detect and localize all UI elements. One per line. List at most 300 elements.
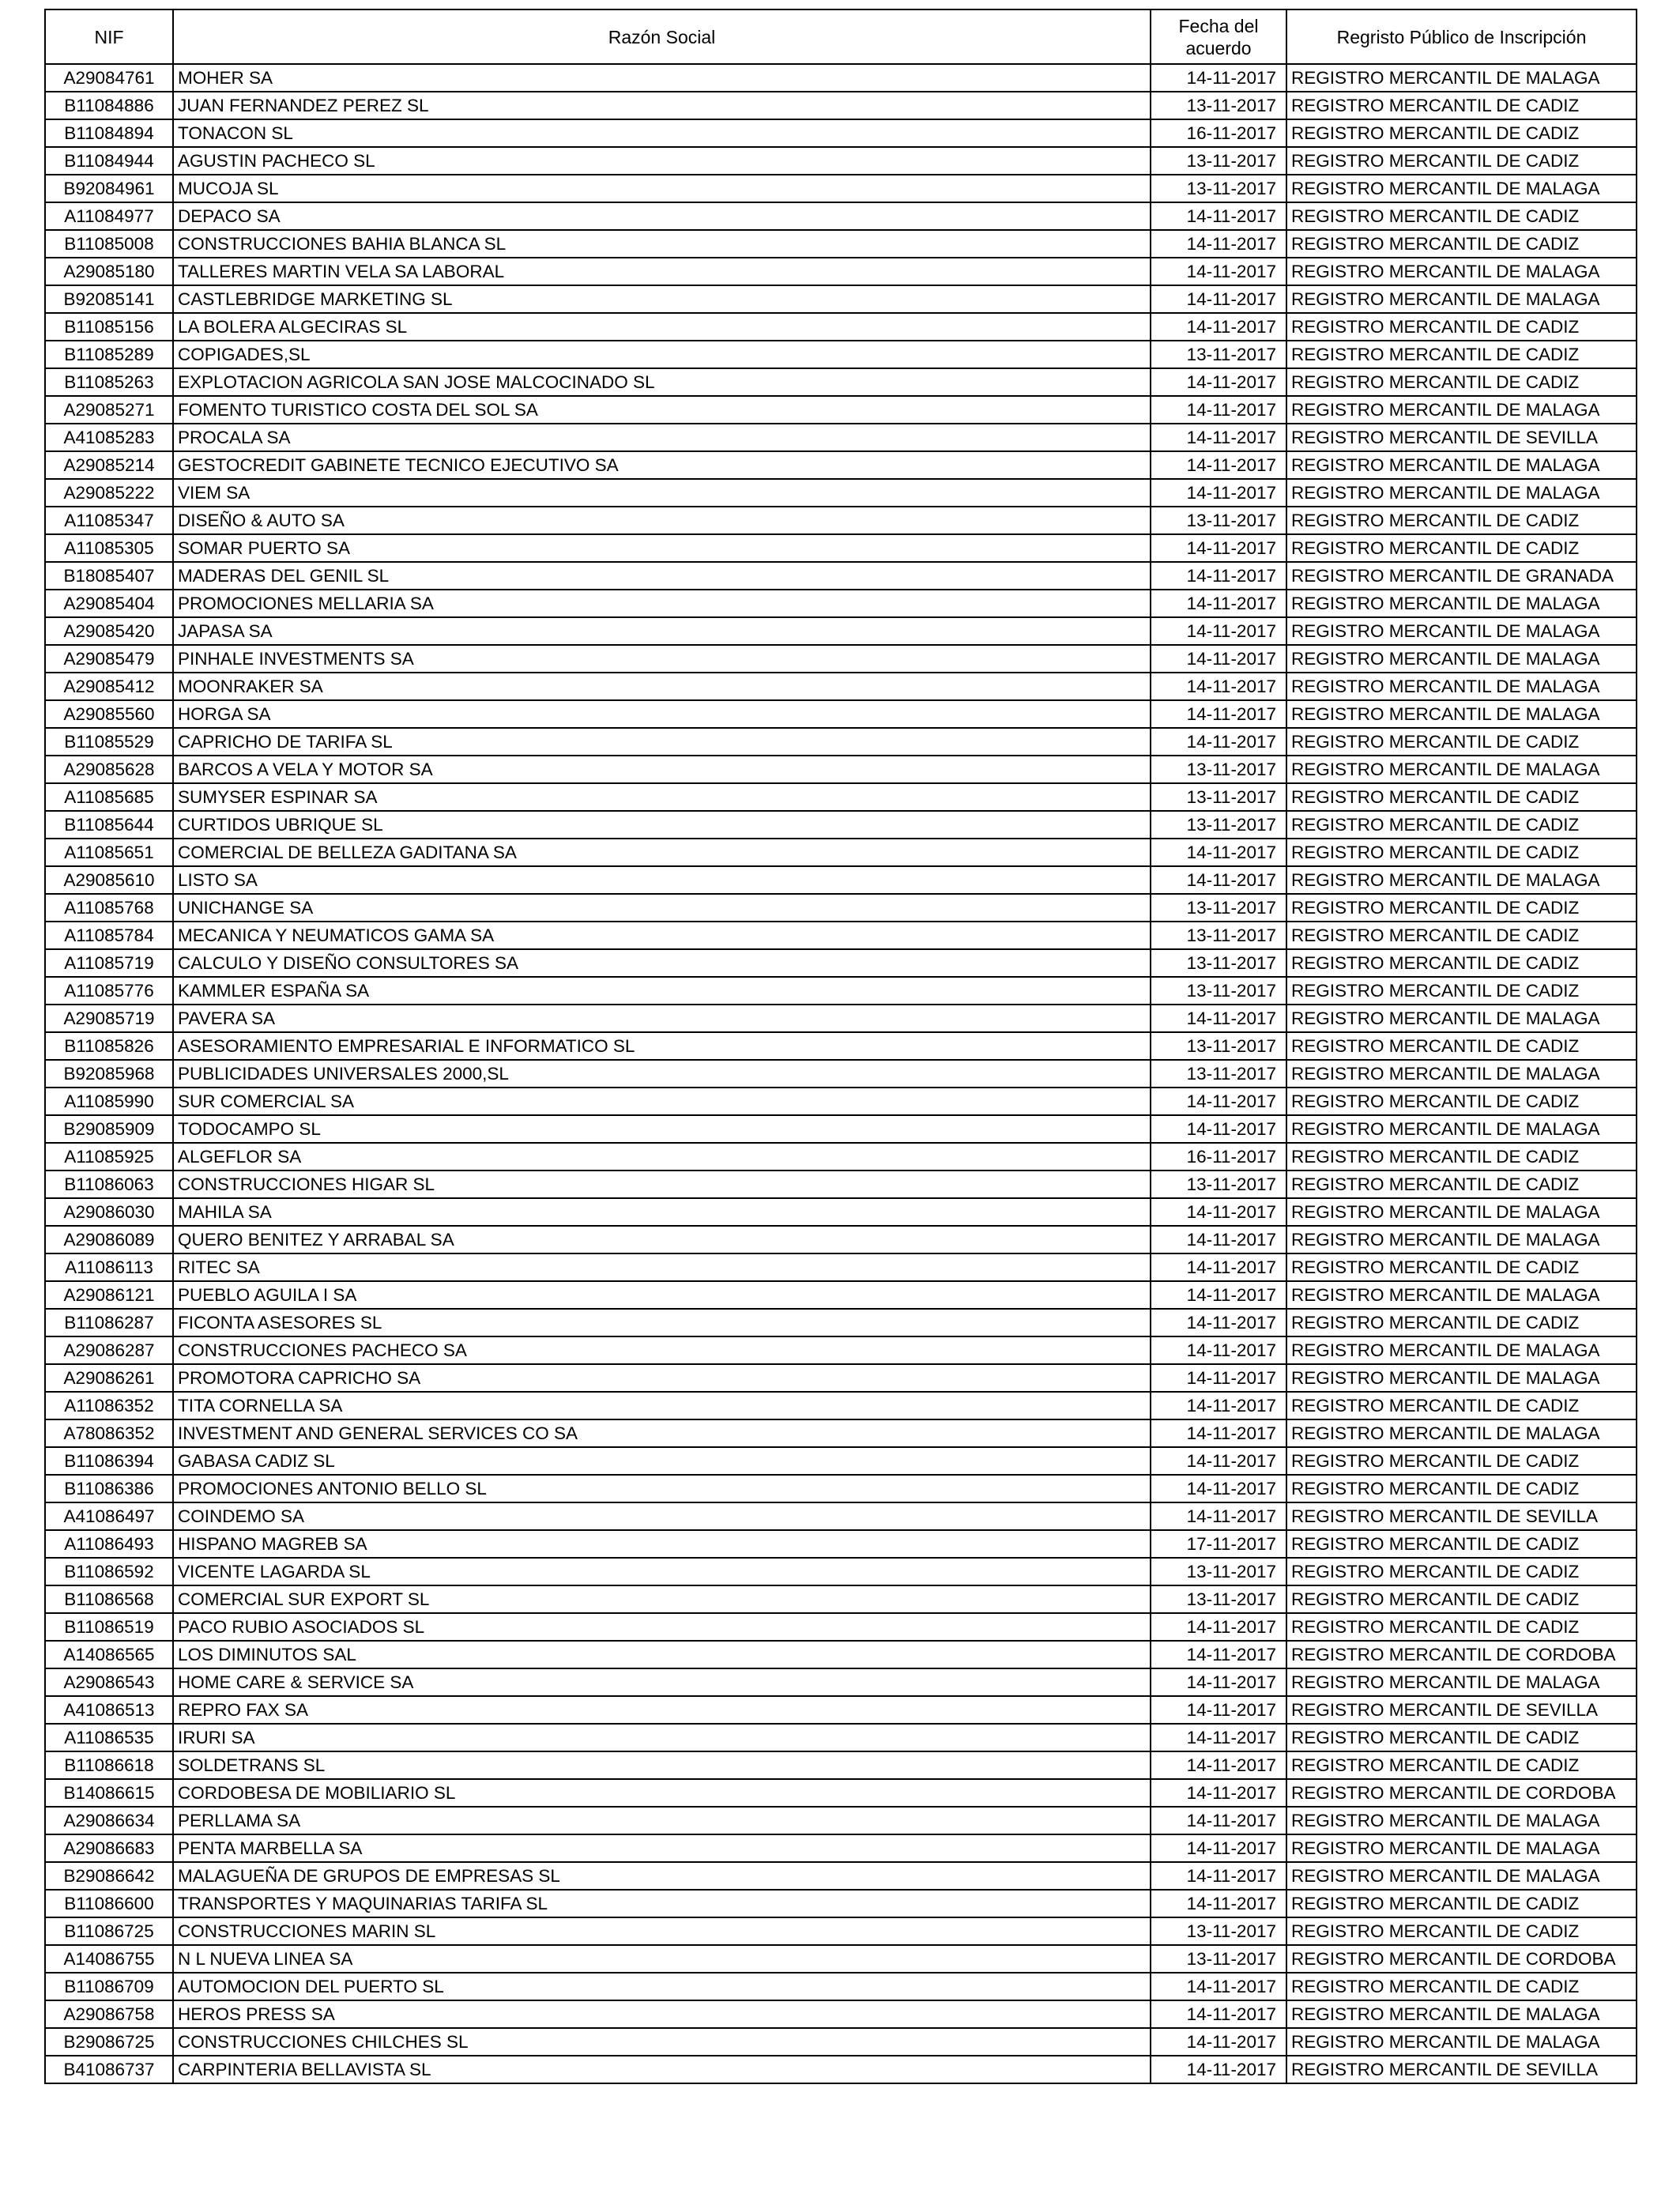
cell-registro: REGISTRO MERCANTIL DE MALAGA [1286,64,1637,92]
cell-fecha: 13-11-2017 [1151,756,1286,783]
cell-nif: B11085529 [45,728,173,756]
cell-registro: REGISTRO MERCANTIL DE CADIZ [1286,341,1637,368]
table-row [45,645,1637,673]
cell-registro: REGISTRO MERCANTIL DE CADIZ [1286,1613,1637,1641]
cell-fecha: 14-11-2017 [1151,1115,1286,1143]
table-row [45,1807,1637,1834]
cell-razon-social: KAMMLER ESPAÑA SA [173,977,1151,1005]
cell-razon-social: COMERCIAL DE BELLEZA GADITANA SA [173,839,1151,866]
cell-registro: REGISTRO MERCANTIL DE MALAGA [1286,617,1637,645]
cell-nif: B11085826 [45,1032,173,1060]
cell-fecha: 14-11-2017 [1151,424,1286,451]
cell-razon-social: PROMOCIONES MELLARIA SA [173,590,1151,617]
table-row [45,1060,1637,1088]
cell-razon-social: TODOCAMPO SL [173,1115,1151,1143]
cell-razon-social: PUEBLO AGUILA I SA [173,1281,1151,1309]
cell-registro: REGISTRO MERCANTIL DE CADIZ [1286,507,1637,534]
cell-razon-social: PERLLAMA SA [173,1807,1151,1834]
table-header [45,9,1637,64]
cell-registro: REGISTRO MERCANTIL DE CADIZ [1286,1171,1637,1198]
cell-registro: REGISTRO MERCANTIL DE MALAGA [1286,2000,1637,2028]
cell-fecha: 14-11-2017 [1151,562,1286,590]
table-row [45,1005,1637,1032]
cell-registro: REGISTRO MERCANTIL DE CADIZ [1286,839,1637,866]
table-row [45,285,1637,313]
cell-nif: B18085407 [45,562,173,590]
cell-nif: A11086535 [45,1724,173,1751]
cell-fecha: 14-11-2017 [1151,1779,1286,1807]
cell-nif: A11085685 [45,783,173,811]
cell-razon-social: ALGEFLOR SA [173,1143,1151,1171]
cell-nif: A41085283 [45,424,173,451]
cell-registro: REGISTRO MERCANTIL DE CADIZ [1286,1447,1637,1475]
cell-razon-social: ASESORAMIENTO EMPRESARIAL E INFORMATICO SL [173,1032,1151,1060]
cell-registro: REGISTRO MERCANTIL DE MALAGA [1286,1419,1637,1447]
cell-razon-social: CURTIDOS UBRIQUE SL [173,811,1151,839]
cell-fecha: 14-11-2017 [1151,534,1286,562]
table-row [45,1392,1637,1419]
table-row [45,1641,1637,1668]
table-row [45,1530,1637,1558]
cell-nif: A29086121 [45,1281,173,1309]
cell-nif: A29086030 [45,1198,173,1226]
cell-fecha: 14-11-2017 [1151,1862,1286,1890]
cell-razon-social: CONSTRUCCIONES BAHIA BLANCA SL [173,230,1151,258]
cell-fecha: 14-11-2017 [1151,700,1286,728]
cell-fecha: 14-11-2017 [1151,2056,1286,2083]
cell-registro: REGISTRO MERCANTIL DE CADIZ [1286,202,1637,230]
table-row [45,1945,1637,1973]
cell-razon-social: CONSTRUCCIONES MARIN SL [173,1917,1151,1945]
cell-razon-social: PACO RUBIO ASOCIADOS SL [173,1613,1151,1641]
table-row [45,1447,1637,1475]
cell-razon-social: TRANSPORTES Y MAQUINARIAS TARIFA SL [173,1890,1151,1917]
cell-razon-social: HEROS PRESS SA [173,2000,1151,2028]
table-row [45,1696,1637,1724]
cell-fecha: 13-11-2017 [1151,1558,1286,1585]
cell-fecha: 14-11-2017 [1151,590,1286,617]
table-row [45,534,1637,562]
cell-razon-social: CORDOBESA DE MOBILIARIO SL [173,1779,1151,1807]
cell-nif: A11085719 [45,949,173,977]
cell-registro: REGISTRO MERCANTIL DE CADIZ [1286,783,1637,811]
cell-razon-social: LOS DIMINUTOS SAL [173,1641,1151,1668]
cell-nif: A11085347 [45,507,173,534]
cell-fecha: 13-11-2017 [1151,894,1286,922]
cell-nif: B11086519 [45,1613,173,1641]
cell-fecha: 14-11-2017 [1151,1336,1286,1364]
table-row [45,64,1637,92]
cell-nif: B11086592 [45,1558,173,1585]
cell-razon-social: SOLDETRANS SL [173,1751,1151,1779]
table-row [45,617,1637,645]
cell-registro: REGISTRO MERCANTIL DE MALAGA [1286,1834,1637,1862]
table-row [45,1724,1637,1751]
cell-registro: REGISTRO MERCANTIL DE SEVILLA [1286,1502,1637,1530]
table-row [45,1226,1637,1253]
cell-nif: A11085776 [45,977,173,1005]
cell-registro: REGISTRO MERCANTIL DE CADIZ [1286,1309,1637,1336]
cell-razon-social: HOME CARE & SERVICE SA [173,1668,1151,1696]
cell-fecha: 14-11-2017 [1151,1475,1286,1502]
cell-fecha: 13-11-2017 [1151,977,1286,1005]
cell-nif: A29086758 [45,2000,173,2028]
table-row [45,1115,1637,1143]
cell-registro: REGISTRO MERCANTIL DE CADIZ [1286,1032,1637,1060]
cell-razon-social: AGUSTIN PACHECO SL [173,147,1151,175]
cell-fecha: 14-11-2017 [1151,866,1286,894]
cell-registro: REGISTRO MERCANTIL DE MALAGA [1286,285,1637,313]
cell-razon-social: COPIGADES,SL [173,341,1151,368]
cell-registro: REGISTRO MERCANTIL DE MALAGA [1286,1005,1637,1032]
table-row [45,2056,1637,2083]
table-row [45,811,1637,839]
cell-nif: A11086352 [45,1392,173,1419]
cell-registro: REGISTRO MERCANTIL DE CORDOBA [1286,1641,1637,1668]
table-row [45,562,1637,590]
cell-fecha: 14-11-2017 [1151,451,1286,479]
cell-razon-social: MOONRAKER SA [173,673,1151,700]
table-body [45,64,1637,2083]
cell-registro: REGISTRO MERCANTIL DE MALAGA [1286,1364,1637,1392]
table-row [45,230,1637,258]
cell-registro: REGISTRO MERCANTIL DE MALAGA [1286,2028,1637,2056]
cell-registro: REGISTRO MERCANTIL DE MALAGA [1286,673,1637,700]
cell-nif: A29085610 [45,866,173,894]
cell-fecha: 13-11-2017 [1151,507,1286,534]
cell-nif: B11084894 [45,119,173,147]
cell-razon-social: DISEÑO & AUTO SA [173,507,1151,534]
cell-registro: REGISTRO MERCANTIL DE CADIZ [1286,1530,1637,1558]
cell-fecha: 14-11-2017 [1151,1088,1286,1115]
table-row [45,1198,1637,1226]
cell-fecha: 14-11-2017 [1151,1281,1286,1309]
cell-razon-social: IRURI SA [173,1724,1151,1751]
cell-razon-social: SUR COMERCIAL SA [173,1088,1151,1115]
cell-razon-social: PINHALE INVESTMENTS SA [173,645,1151,673]
cell-razon-social: MALAGUEÑA DE GRUPOS DE EMPRESAS SL [173,1862,1151,1890]
cell-fecha: 14-11-2017 [1151,1253,1286,1281]
cell-registro: REGISTRO MERCANTIL DE MALAGA [1286,1336,1637,1364]
cell-nif: A11085990 [45,1088,173,1115]
cell-registro: REGISTRO MERCANTIL DE CADIZ [1286,147,1637,175]
cell-nif: B11086618 [45,1751,173,1779]
cell-registro: REGISTRO MERCANTIL DE MALAGA [1286,1226,1637,1253]
cell-registro: REGISTRO MERCANTIL DE MALAGA [1286,1281,1637,1309]
table-row [45,1088,1637,1115]
cell-nif: A41086497 [45,1502,173,1530]
cell-razon-social: COINDEMO SA [173,1502,1151,1530]
table-row [45,2028,1637,2056]
cell-nif: B11084886 [45,92,173,119]
table-row [45,92,1637,119]
cell-fecha: 13-11-2017 [1151,783,1286,811]
cell-registro: REGISTRO MERCANTIL DE MALAGA [1286,258,1637,285]
cell-registro: REGISTRO MERCANTIL DE CADIZ [1286,368,1637,396]
cell-nif: A29085271 [45,396,173,424]
cell-razon-social: CONSTRUCCIONES CHILCHES SL [173,2028,1151,2056]
cell-nif: A29084761 [45,64,173,92]
cell-nif: A29086287 [45,1336,173,1364]
cell-registro: REGISTRO MERCANTIL DE CADIZ [1286,728,1637,756]
cell-razon-social: MUCOJA SL [173,175,1151,202]
cell-fecha: 14-11-2017 [1151,839,1286,866]
table-row [45,1475,1637,1502]
cell-fecha: 14-11-2017 [1151,1198,1286,1226]
header-fecha-acuerdo [1151,9,1286,64]
table-row [45,2000,1637,2028]
cell-nif: A29085479 [45,645,173,673]
table-row [45,507,1637,534]
cell-registro: REGISTRO MERCANTIL DE CADIZ [1286,92,1637,119]
cell-fecha: 14-11-2017 [1151,479,1286,507]
table-row [45,1751,1637,1779]
cell-razon-social: MOHER SA [173,64,1151,92]
header-fecha-line1: Fecha del [1178,15,1259,36]
cell-razon-social: LA BOLERA ALGECIRAS SL [173,313,1151,341]
cell-registro: REGISTRO MERCANTIL DE MALAGA [1286,1198,1637,1226]
cell-fecha: 14-11-2017 [1151,1419,1286,1447]
cell-registro: REGISTRO MERCANTIL DE GRANADA [1286,562,1637,590]
cell-registro: REGISTRO MERCANTIL DE CADIZ [1286,1088,1637,1115]
cell-razon-social: GABASA CADIZ SL [173,1447,1151,1475]
cell-registro: REGISTRO MERCANTIL DE MALAGA [1286,1115,1637,1143]
table-row [45,590,1637,617]
registry-document [44,9,1637,2084]
cell-registro: REGISTRO MERCANTIL DE CADIZ [1286,922,1637,949]
cell-fecha: 13-11-2017 [1151,92,1286,119]
table-row [45,1364,1637,1392]
cell-fecha: 14-11-2017 [1151,1668,1286,1696]
cell-registro: REGISTRO MERCANTIL DE MALAGA [1286,451,1637,479]
cell-nif: B11085156 [45,313,173,341]
cell-razon-social: QUERO BENITEZ Y ARRABAL SA [173,1226,1151,1253]
cell-fecha: 14-11-2017 [1151,1641,1286,1668]
header-fecha-line2: acuerdo [1185,37,1252,58]
cell-fecha: 14-11-2017 [1151,64,1286,92]
cell-nif: A29085560 [45,700,173,728]
cell-fecha: 14-11-2017 [1151,1309,1286,1336]
cell-fecha: 14-11-2017 [1151,673,1286,700]
cell-fecha: 14-11-2017 [1151,1834,1286,1862]
cell-nif: A29086634 [45,1807,173,1834]
cell-registro: REGISTRO MERCANTIL DE CADIZ [1286,1724,1637,1751]
cell-razon-social: MAHILA SA [173,1198,1151,1226]
cell-fecha: 13-11-2017 [1151,341,1286,368]
table-row [45,894,1637,922]
header-registro: Regristo Público de Inscripción [1286,9,1637,64]
cell-nif: B11085263 [45,368,173,396]
cell-nif: B11086568 [45,1585,173,1613]
cell-nif: A29085404 [45,590,173,617]
cell-nif: A29085214 [45,451,173,479]
cell-registro: REGISTRO MERCANTIL DE CADIZ [1286,1890,1637,1917]
table-row [45,1668,1637,1696]
table-row [45,1585,1637,1613]
cell-razon-social: MADERAS DEL GENIL SL [173,562,1151,590]
cell-nif: A11085651 [45,839,173,866]
table-row [45,424,1637,451]
cell-razon-social: FOMENTO TURISTICO COSTA DEL SOL SA [173,396,1151,424]
table-row [45,119,1637,147]
cell-nif: B29086642 [45,1862,173,1890]
cell-razon-social: REPRO FAX SA [173,1696,1151,1724]
cell-razon-social: JAPASA SA [173,617,1151,645]
cell-fecha: 14-11-2017 [1151,396,1286,424]
cell-registro: REGISTRO MERCANTIL DE CADIZ [1286,1143,1637,1171]
cell-registro: REGISTRO MERCANTIL DE MALAGA [1286,1668,1637,1696]
cell-razon-social: JUAN FERNANDEZ PEREZ SL [173,92,1151,119]
cell-nif: A41086513 [45,1696,173,1724]
table-row [45,368,1637,396]
cell-razon-social: CAPRICHO DE TARIFA SL [173,728,1151,756]
table-row [45,479,1637,507]
cell-razon-social: VIEM SA [173,479,1151,507]
cell-nif: A29086261 [45,1364,173,1392]
cell-nif: A14086565 [45,1641,173,1668]
cell-razon-social: TONACON SL [173,119,1151,147]
cell-fecha: 16-11-2017 [1151,1143,1286,1171]
cell-registro: REGISTRO MERCANTIL DE SEVILLA [1286,1696,1637,1724]
table-row [45,313,1637,341]
table-row [45,1890,1637,1917]
cell-registro: REGISTRO MERCANTIL DE CADIZ [1286,1917,1637,1945]
cell-razon-social: TITA CORNELLA SA [173,1392,1151,1419]
cell-nif: A29086089 [45,1226,173,1253]
cell-registro: REGISTRO MERCANTIL DE CADIZ [1286,1585,1637,1613]
cell-registro: REGISTRO MERCANTIL DE CORDOBA [1286,1779,1637,1807]
cell-registro: REGISTRO MERCANTIL DE CORDOBA [1286,1945,1637,1973]
cell-razon-social: UNICHANGE SA [173,894,1151,922]
cell-fecha: 14-11-2017 [1151,202,1286,230]
table-row [45,922,1637,949]
cell-nif: A29086543 [45,1668,173,1696]
cell-fecha: 14-11-2017 [1151,1005,1286,1032]
cell-nif: B11085289 [45,341,173,368]
cell-registro: REGISTRO MERCANTIL DE CADIZ [1286,119,1637,147]
cell-nif: B29085909 [45,1115,173,1143]
cell-registro: REGISTRO MERCANTIL DE MALAGA [1286,700,1637,728]
table-row [45,1336,1637,1364]
cell-fecha: 14-11-2017 [1151,617,1286,645]
cell-fecha: 14-11-2017 [1151,1447,1286,1475]
table-row [45,1558,1637,1585]
cell-fecha: 14-11-2017 [1151,645,1286,673]
cell-fecha: 13-11-2017 [1151,811,1286,839]
cell-fecha: 14-11-2017 [1151,1973,1286,2000]
table-row [45,673,1637,700]
cell-nif: B41086737 [45,2056,173,2083]
cell-nif: B11086394 [45,1447,173,1475]
header-nif: NIF [45,9,173,64]
cell-razon-social: SOMAR PUERTO SA [173,534,1151,562]
cell-nif: A29085420 [45,617,173,645]
cell-fecha: 14-11-2017 [1151,1696,1286,1724]
table-row [45,175,1637,202]
cell-fecha: 14-11-2017 [1151,258,1286,285]
cell-nif: A29086683 [45,1834,173,1862]
cell-razon-social: CALCULO Y DISEÑO CONSULTORES SA [173,949,1151,977]
table-row [45,202,1637,230]
cell-fecha: 14-11-2017 [1151,2028,1286,2056]
cell-razon-social: INVESTMENT AND GENERAL SERVICES CO SA [173,1419,1151,1447]
cell-registro: REGISTRO MERCANTIL DE CADIZ [1286,1558,1637,1585]
cell-razon-social: SUMYSER ESPINAR SA [173,783,1151,811]
table-row [45,1613,1637,1641]
cell-razon-social: DEPACO SA [173,202,1151,230]
company-registry-table [44,9,1637,2084]
cell-nif: A29085180 [45,258,173,285]
cell-razon-social: CARPINTERIA BELLAVISTA SL [173,2056,1151,2083]
cell-nif: A11086113 [45,1253,173,1281]
cell-nif: A14086755 [45,1945,173,1973]
table-row [45,977,1637,1005]
cell-registro: REGISTRO MERCANTIL DE CADIZ [1286,1973,1637,2000]
cell-nif: A11085925 [45,1143,173,1171]
table-row [45,1502,1637,1530]
cell-fecha: 14-11-2017 [1151,2000,1286,2028]
cell-registro: REGISTRO MERCANTIL DE SEVILLA [1286,424,1637,451]
cell-razon-social: LISTO SA [173,866,1151,894]
cell-nif: B29086725 [45,2028,173,2056]
cell-registro: REGISTRO MERCANTIL DE MALAGA [1286,590,1637,617]
cell-nif: B11085008 [45,230,173,258]
cell-fecha: 13-11-2017 [1151,922,1286,949]
cell-razon-social: TALLERES MARTIN VELA SA LABORAL [173,258,1151,285]
cell-razon-social: MECANICA Y NEUMATICOS GAMA SA [173,922,1151,949]
cell-fecha: 13-11-2017 [1151,1060,1286,1088]
cell-nif: A11085768 [45,894,173,922]
cell-nif: B11084944 [45,147,173,175]
cell-registro: REGISTRO MERCANTIL DE MALAGA [1286,756,1637,783]
cell-razon-social: RITEC SA [173,1253,1151,1281]
table-row [45,451,1637,479]
table-row [45,1862,1637,1890]
cell-registro: REGISTRO MERCANTIL DE CADIZ [1286,230,1637,258]
cell-registro: REGISTRO MERCANTIL DE SEVILLA [1286,2056,1637,2083]
table-row [45,1309,1637,1336]
cell-nif: B11086287 [45,1309,173,1336]
cell-nif: B11086386 [45,1475,173,1502]
cell-fecha: 14-11-2017 [1151,1502,1286,1530]
cell-registro: REGISTRO MERCANTIL DE CADIZ [1286,977,1637,1005]
cell-fecha: 14-11-2017 [1151,1613,1286,1641]
cell-nif: A29085628 [45,756,173,783]
cell-registro: REGISTRO MERCANTIL DE CADIZ [1286,1751,1637,1779]
cell-fecha: 14-11-2017 [1151,1364,1286,1392]
cell-nif: A11086493 [45,1530,173,1558]
header-row [45,9,1637,64]
cell-fecha: 14-11-2017 [1151,1226,1286,1253]
table-row [45,783,1637,811]
table-row [45,866,1637,894]
table-row [45,1281,1637,1309]
cell-registro: REGISTRO MERCANTIL DE CADIZ [1286,1253,1637,1281]
cell-razon-social: HORGA SA [173,700,1151,728]
cell-nif: B11085644 [45,811,173,839]
cell-nif: A11085784 [45,922,173,949]
cell-nif: B92085968 [45,1060,173,1088]
table-row [45,147,1637,175]
cell-razon-social: EXPLOTACION AGRICOLA SAN JOSE MALCOCINADO SL [173,368,1151,396]
table-row [45,1917,1637,1945]
table-row [45,1143,1637,1171]
cell-razon-social: N L NUEVA LINEA SA [173,1945,1151,1973]
cell-registro: REGISTRO MERCANTIL DE MALAGA [1286,1060,1637,1088]
cell-registro: REGISTRO MERCANTIL DE MALAGA [1286,1807,1637,1834]
cell-registro: REGISTRO MERCANTIL DE MALAGA [1286,866,1637,894]
cell-registro: REGISTRO MERCANTIL DE CADIZ [1286,894,1637,922]
